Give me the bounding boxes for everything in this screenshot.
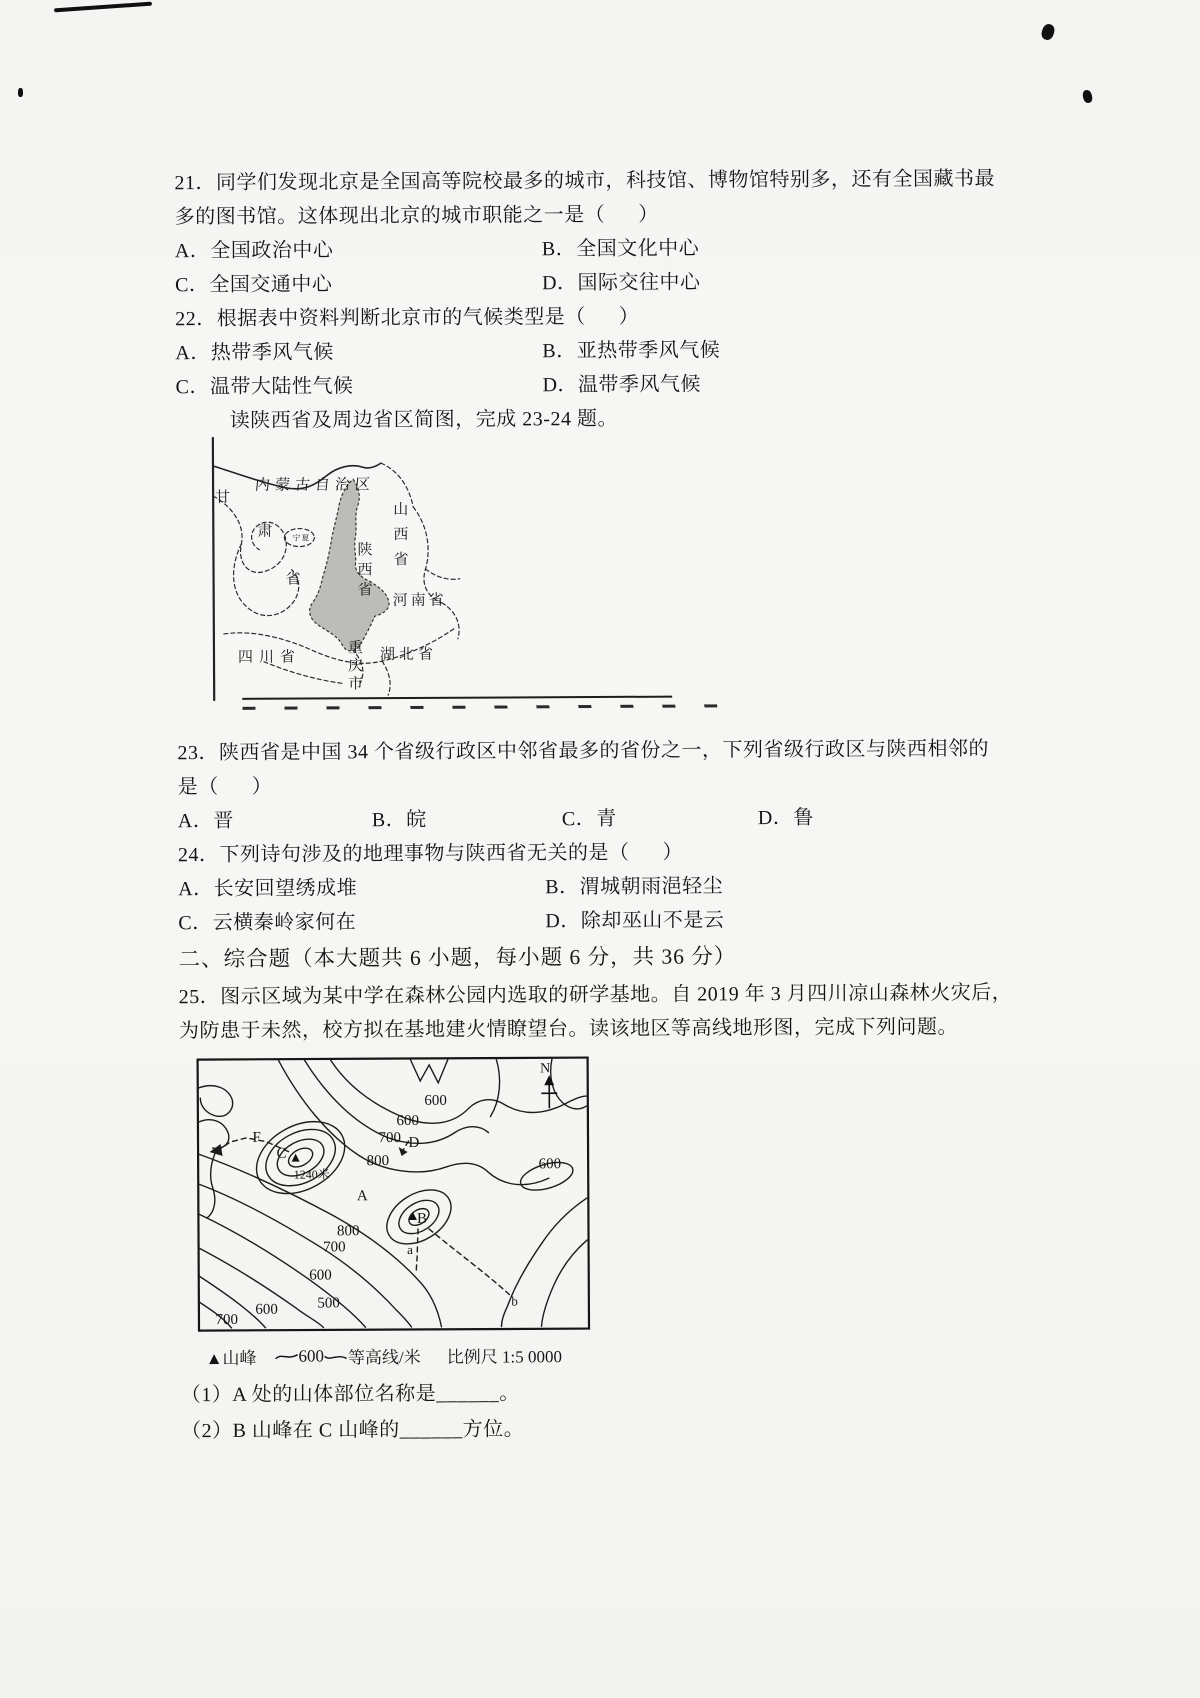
- q21-option-c: C．全国交通中心: [174, 273, 333, 297]
- point-b-lower-label: b: [511, 1293, 518, 1309]
- contour-label-600: 600: [309, 1267, 332, 1284]
- q25-text-line2: 为防患于未然，校方拟在基地建火情瞭望台。读该地区等高线地形图，完成下列问题。: [178, 1016, 958, 1043]
- contour-map-drawing: [196, 1056, 591, 1334]
- contour-map-legend: [206, 1342, 562, 1369]
- contour-label-600: 600: [424, 1092, 447, 1109]
- contour-map: [196, 1056, 591, 1334]
- label-gansu-char2: 肃: [257, 523, 276, 540]
- point-d-label: D: [408, 1134, 420, 1152]
- point-f-label: F: [252, 1129, 261, 1146]
- point-c-label: C: [276, 1145, 287, 1162]
- shaanxi-shaded-region: [309, 479, 389, 651]
- q23-option-d: D．鲁: [757, 806, 814, 830]
- label-hubei: 湖北省: [379, 646, 438, 664]
- label-chongqing: 重庆市: [345, 639, 363, 694]
- contour-sample-line-icon: [274, 1350, 298, 1362]
- contour-label-600: 600: [396, 1112, 419, 1130]
- label-henan: 河南省: [392, 592, 447, 610]
- point-b-label: B: [416, 1210, 427, 1227]
- contour-sample-line-icon: [324, 1350, 348, 1362]
- q23-option-b: B．皖: [371, 808, 427, 832]
- legend-contour-label: 等高线/米: [347, 1347, 421, 1368]
- point-a-lower-label: a: [407, 1241, 413, 1258]
- profile-line-b-a: [416, 1229, 418, 1271]
- q23-option-c: C．青: [561, 807, 617, 831]
- q21-option-a: A．全国政治中心: [174, 239, 334, 263]
- q24-text: 24．下列诗句涉及的地理事物与陕西省无关的是（ ）: [177, 841, 684, 867]
- q25-text-line1: 25．图示区域为某中学在森林公园内选取的研学基地。自 2019 年 3 月四川凉山森林火灾后，: [178, 981, 1013, 1009]
- legend-peak-item: ▲山峰: [205, 1348, 257, 1369]
- label-shaanxi: 陕西省: [355, 541, 372, 602]
- section-heading: 二、综合题（本大题共 6 小题，每小题 6 分，共 36 分）: [178, 944, 737, 972]
- contour-label-600: 600: [538, 1156, 562, 1173]
- point-a-label: A: [356, 1188, 368, 1205]
- q21-text-line2: 多的图书馆。这体现出北京的城市职能之一是（ ）: [174, 203, 659, 229]
- q24-option-b: B．渭城朝雨浥轻尘: [545, 875, 724, 899]
- peak-elevation-label: 1240米: [293, 1167, 330, 1182]
- q24-option-d: D．除却巫山不是云: [545, 909, 725, 933]
- legend-scale-label: 比例尺 1:5 0000: [446, 1347, 563, 1367]
- q21-option-b: B．全国文化中心: [541, 237, 700, 261]
- contour-label-500: 500: [317, 1295, 340, 1312]
- q25-subquestion-2: （2）B 山峰在 C 山峰的______方位。: [180, 1418, 525, 1443]
- q25-subquestion-1: （1）A 处的山体部位名称是______。: [180, 1382, 520, 1407]
- label-gansu-char3: 省: [285, 571, 304, 588]
- q24-option-a: A．长安回望绣成堆: [178, 877, 358, 901]
- label-inner-mongolia: 内蒙古自治区: [254, 477, 376, 494]
- legend-contour-value: 600: [298, 1345, 325, 1366]
- label-sichuan: 四川省: [237, 649, 302, 666]
- q22-option-c: C．温带大陆性气候: [175, 375, 354, 399]
- q23-text-line1: 23．陕西省是中国 34 个省级行政区中邻省最多的省份之一，下列省级行政区与陕西相邻的: [177, 737, 990, 765]
- q23-text-line2: 是（ ）: [177, 775, 273, 799]
- q22-option-d: D．温带季风气候: [542, 373, 702, 397]
- contour-label-700: 700: [323, 1239, 346, 1256]
- shaanxi-province-map: [203, 431, 476, 706]
- peak-c-triangle-icon: [292, 1154, 300, 1162]
- compass-north-icon: [540, 1061, 557, 1108]
- q24-option-c: C．云横秦岭家何在: [178, 911, 357, 935]
- contour-label-800: 800: [336, 1223, 360, 1240]
- label-gansu-char1: 甘: [215, 489, 234, 507]
- label-shanxi: 山西省: [391, 501, 408, 577]
- contour-label-700: 700: [215, 1311, 239, 1329]
- label-ningxia: 宁夏: [292, 533, 311, 543]
- contour-label-800: 800: [366, 1153, 390, 1170]
- q22-text: 22．根据表中资料判断北京市的气候类型是（ ）: [175, 305, 640, 331]
- q22-option-a: A．热带季风气候: [175, 341, 334, 365]
- q23-option-a: A．晋: [177, 809, 234, 833]
- q22-option-b: B．亚热带季风气候: [542, 339, 721, 363]
- q21-text-line1: 21．同学们发现北京是全国高等院校最多的城市，科技馆、博物馆特别多，还有全国藏书最: [174, 167, 996, 195]
- q21-option-d: D．国际交往中心: [541, 271, 701, 295]
- contour-label-600: 600: [255, 1301, 278, 1318]
- ridge-arrowhead: [210, 1144, 223, 1156]
- compass-n-label: N: [540, 1061, 551, 1077]
- profile-line-b-b: [429, 1228, 509, 1294]
- d-arrowhead: [399, 1147, 408, 1156]
- contour-label-700: 700: [378, 1130, 402, 1147]
- map1-caption: 读陕西省及周边省区简图，完成 23-24 题。: [229, 407, 618, 432]
